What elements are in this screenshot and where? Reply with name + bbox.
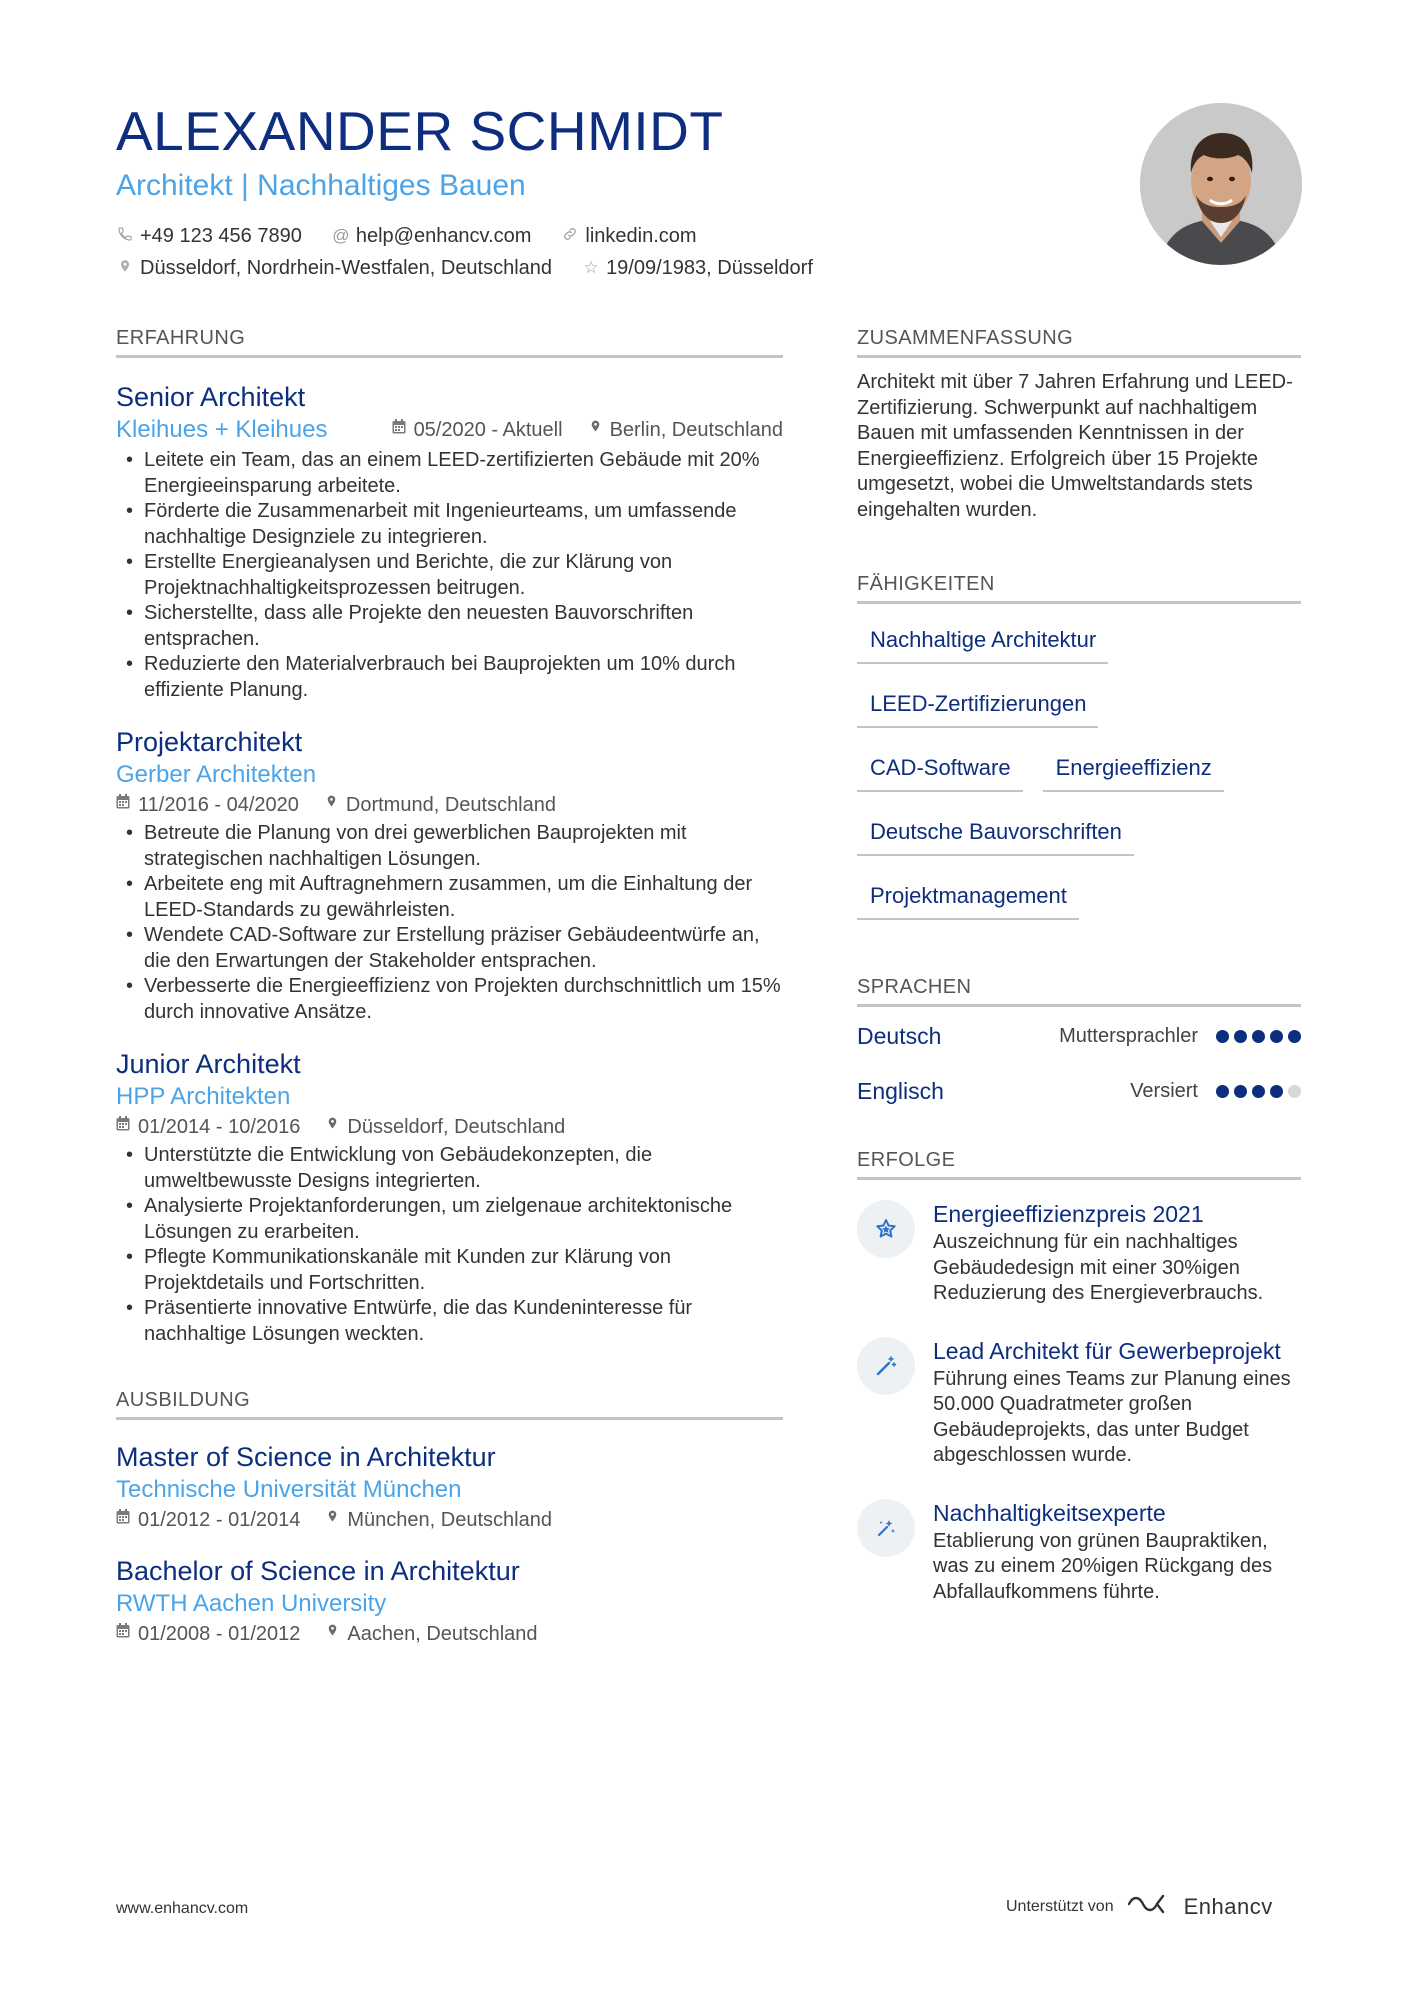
map-pin-icon xyxy=(116,258,134,279)
job-title: Projektarchitekt xyxy=(116,727,303,757)
education-meta xyxy=(116,1620,783,1648)
rating-dot-filled xyxy=(1252,1085,1265,1098)
profile-photo xyxy=(1140,103,1302,265)
experience-section-title: ERFAHRUNG xyxy=(116,325,783,358)
language-proficiency xyxy=(1130,1080,1301,1103)
skill-tag: Deutsche Bauvorschriften xyxy=(857,806,1134,856)
skills-list xyxy=(857,614,1301,934)
job-meta xyxy=(116,1113,783,1141)
calendar-icon xyxy=(116,1113,130,1141)
job-bullet: • Wendete CAD-Software zur Erstellung präziser Gebäudeentwürfe an, die den Erwartungen der Stakeholder entsprachen. xyxy=(116,923,783,974)
education-degree: Bachelor of Science in Architektur xyxy=(116,1556,520,1586)
calendar-icon xyxy=(116,1506,130,1534)
education-location-text: München, Deutschland xyxy=(347,1509,552,1531)
candidate-headline: Architekt | Nachhaltiges Bauen xyxy=(116,169,526,202)
linkedin-text[interactable]: linkedin.com xyxy=(585,224,697,247)
job-location xyxy=(589,416,783,444)
achievement-title: Nachhaltigkeitsexperte xyxy=(933,1499,1166,1526)
achievement-title: Lead Architekt für Gewerbeprojekt xyxy=(933,1337,1281,1364)
job-bullet: • Präsentierte innovative Entwürfe, die das Kundeninteresse für nachhaltige Lösungen weckten. xyxy=(116,1296,783,1347)
achievement-item xyxy=(857,1337,1301,1469)
location-contact xyxy=(116,257,552,280)
education-meta xyxy=(116,1506,783,1534)
calendar-icon xyxy=(116,791,130,819)
skill-tag: Projektmanagement xyxy=(857,870,1079,920)
education-location-text: Aachen, Deutschland xyxy=(347,1623,538,1645)
job-company: Gerber Architekten xyxy=(116,761,317,788)
language-rating-dots xyxy=(1216,1030,1301,1043)
job-bullet: • Verbesserte die Energieeffizienz von Projekten durchschnittlich um 15% durch innovative Ansätze. xyxy=(116,974,783,1025)
languages-section-title: SPRACHEN xyxy=(857,974,1301,1007)
job-location-text: Berlin, Deutschland xyxy=(609,419,783,441)
rating-dot-filled xyxy=(1288,1030,1301,1043)
map-pin-icon xyxy=(326,1620,339,1648)
job-dates-text: 01/2014 - 10/2016 xyxy=(138,1116,301,1138)
language-rating-dots xyxy=(1216,1085,1301,1098)
education-dates-text: 01/2008 - 01/2012 xyxy=(138,1623,301,1645)
rating-dot-empty xyxy=(1288,1085,1301,1098)
summary-section-title: ZUSAMMENFASSUNG xyxy=(857,325,1301,358)
job-entry xyxy=(116,380,783,703)
job-title: Junior Architekt xyxy=(116,1049,301,1079)
achievement-desc: Führung eines Teams zur Planung eines 50.000 Quadratmeter großen Gebäudeprojekts, das unter Budget abgeschlossen wurde. xyxy=(933,1367,1291,1466)
skills-section-title: FÄHIGKEITEN xyxy=(857,571,1301,604)
brand-name: Enhancv xyxy=(1183,1893,1273,1919)
job-location-text: Düsseldorf, Deutschland xyxy=(347,1116,566,1138)
job-bullet: • Leitete ein Team, das an einem LEED-zertifizierten Gebäude mit 20% Energieeinsparung arbeitete. xyxy=(116,448,783,499)
education-entry xyxy=(116,1440,783,1534)
education-section-title: AUSBILDUNG xyxy=(116,1387,783,1420)
phone-icon xyxy=(116,226,134,247)
education-degree: Master of Science in Architektur xyxy=(116,1442,496,1472)
job-bullet: • Pflegte Kommunikationskanäle mit Kunden zur Klärung von Projektdetails und Fortschritten. xyxy=(116,1245,783,1296)
achievements-section-title: ERFOLGE xyxy=(857,1147,1301,1180)
job-meta xyxy=(116,791,783,819)
skill-tag: Nachhaltige Architektur xyxy=(857,614,1108,664)
job-location xyxy=(325,791,556,819)
powered-by-text: Unterstützt von xyxy=(1006,1897,1114,1915)
education-location xyxy=(326,1506,552,1534)
job-dates xyxy=(116,1113,300,1141)
language-row xyxy=(857,1064,1301,1119)
rating-dot-filled xyxy=(1270,1030,1283,1043)
linkedin-contact xyxy=(561,225,696,248)
calendar-icon xyxy=(392,416,406,444)
education-dates-text: 01/2012 - 01/2014 xyxy=(138,1509,301,1531)
map-pin-icon xyxy=(326,1113,339,1141)
email-contact xyxy=(332,225,532,248)
achievement-body xyxy=(933,1200,1301,1307)
job-bullet: • Betreute die Planung von drei gewerblichen Bauprojekten mit strategischen nachhaltigen Lösungen. xyxy=(116,821,783,872)
languages-list xyxy=(857,1009,1301,1119)
job-company: HPP Architekten xyxy=(116,1083,291,1110)
achievement-title: Energieeffizienzpreis 2021 xyxy=(933,1201,1204,1227)
job-bullets xyxy=(116,448,783,703)
rating-dot-filled xyxy=(1234,1030,1247,1043)
job-bullet: • Arbeitete eng mit Auftragnehmern zusammen, um die Einhaltung der LEED-Standards zu gewährleisten. xyxy=(116,872,783,923)
achievement-body xyxy=(933,1499,1301,1606)
footer-website[interactable]: www.enhancv.com xyxy=(116,1900,249,1917)
job-location-text: Dortmund, Deutschland xyxy=(345,794,556,816)
phone-text[interactable]: +49 123 456 7890 xyxy=(140,224,302,247)
map-pin-icon xyxy=(325,791,338,819)
job-company: Kleihues + Kleihues xyxy=(116,416,328,443)
job-dates xyxy=(116,791,299,819)
job-entry xyxy=(116,1047,783,1347)
footer-branding xyxy=(1006,1892,1273,1921)
language-level: Versiert xyxy=(1130,1080,1198,1102)
language-row xyxy=(857,1009,1301,1064)
location-text: Düsseldorf, Nordrhein-Westfalen, Deutschland xyxy=(140,256,553,279)
education-entry xyxy=(116,1554,783,1648)
job-meta xyxy=(392,416,783,444)
contact-info xyxy=(116,220,1116,284)
education-school: RWTH Aachen University xyxy=(116,1590,387,1617)
language-proficiency xyxy=(1059,1025,1301,1048)
resume-header xyxy=(116,100,1116,284)
at-icon: @ xyxy=(332,226,350,245)
contact-row-1 xyxy=(116,220,1116,252)
job-bullet: • Förderte die Zusammenarbeit mit Ingenieurteams, um umfassende nachhaltige Designziele zu integrieren. xyxy=(116,499,783,550)
job-bullet: • Erstellte Energieanalysen und Berichte, die zur Klärung von Projektnachhaltigkeitsprozessen beitrugen. xyxy=(116,550,783,601)
achievement-body xyxy=(933,1337,1301,1469)
job-bullet: • Sicherstellte, dass alle Projekte den neuesten Bauvorschriften entsprachen. xyxy=(116,601,783,652)
right-column xyxy=(857,325,1301,1605)
job-meta-row xyxy=(116,414,783,446)
job-bullet: • Analysierte Projektanforderungen, um zielgenaue architektonische Lösungen zu erarbeiten. xyxy=(116,1194,783,1245)
education-location xyxy=(326,1620,537,1648)
birth-text: 19/09/1983, Düsseldorf xyxy=(606,256,813,279)
map-pin-icon xyxy=(326,1506,339,1534)
contact-row-2 xyxy=(116,252,1116,284)
link-icon xyxy=(561,226,579,247)
rating-dot-filled xyxy=(1216,1030,1229,1043)
job-title: Senior Architekt xyxy=(116,382,306,412)
rating-dot-filled xyxy=(1252,1030,1265,1043)
language-name: Deutsch xyxy=(857,1023,942,1049)
left-column xyxy=(116,325,783,1648)
enhancv-logo-icon xyxy=(1126,1892,1172,1921)
job-entry xyxy=(116,725,783,1025)
star-outline-icon: ☆ xyxy=(583,258,599,277)
skill-tag: CAD-Software xyxy=(857,742,1023,792)
star-icon xyxy=(857,1200,915,1258)
achievement-item xyxy=(857,1499,1301,1606)
rating-dot-filled xyxy=(1216,1085,1229,1098)
job-dates xyxy=(392,416,563,444)
calendar-icon xyxy=(116,1620,130,1648)
achievement-item xyxy=(857,1200,1301,1307)
job-bullet: • Reduzierte den Materialverbrauch bei Bauprojekten um 10% durch effiziente Planung. xyxy=(116,652,783,703)
skill-tag: LEED-Zertifizierungen xyxy=(857,678,1098,728)
rating-dot-filled xyxy=(1234,1085,1247,1098)
map-pin-icon xyxy=(589,416,602,444)
job-dates-text: 11/2016 - 04/2020 xyxy=(138,794,299,816)
education-dates xyxy=(116,1506,300,1534)
phone-contact xyxy=(116,225,302,248)
language-name: Englisch xyxy=(857,1078,944,1104)
education-school: Technische Universität München xyxy=(116,1476,462,1503)
language-level: Muttersprachler xyxy=(1059,1025,1198,1047)
job-bullet: • Unterstützte die Entwicklung von Gebäudekonzepten, die umweltbewusste Designs integrierten. xyxy=(116,1143,783,1194)
candidate-name: ALEXANDER SCHMIDT xyxy=(116,100,724,162)
education-dates xyxy=(116,1620,300,1648)
sparkle-icon xyxy=(857,1499,915,1557)
job-location xyxy=(326,1113,565,1141)
email-text[interactable]: help@enhancv.com xyxy=(355,224,532,247)
rating-dot-filled xyxy=(1270,1085,1283,1098)
achievement-desc: Auszeichnung für ein nachhaltiges Gebäudedesign mit einer 30%igen Reduzierung des Energieverbrauchs. xyxy=(933,1231,1264,1304)
skill-tag: Energieeffizienz xyxy=(1043,742,1224,792)
magic-wand-icon xyxy=(857,1337,915,1395)
achievement-desc: Etablierung von grünen Baupraktiken, was zu einem 20%igen Rückgang des Abfallaufkommens führte. xyxy=(933,1529,1273,1603)
job-bullets xyxy=(116,821,783,1025)
birth-contact xyxy=(582,257,813,280)
job-bullets xyxy=(116,1143,783,1347)
job-dates-text: 05/2020 - Aktuell xyxy=(413,419,563,441)
summary-text: Architekt mit über 7 Jahren Erfahrung und LEED-Zertifizierung. Schwerpunkt auf nachhaltigem Bauen mit umfassenden Kenntnissen in der Energieeffizienz. Erfolgreich über 15 Projekte umgesetzt, wobei die Umweltstandards stets eingehalten wurden. xyxy=(857,371,1293,521)
